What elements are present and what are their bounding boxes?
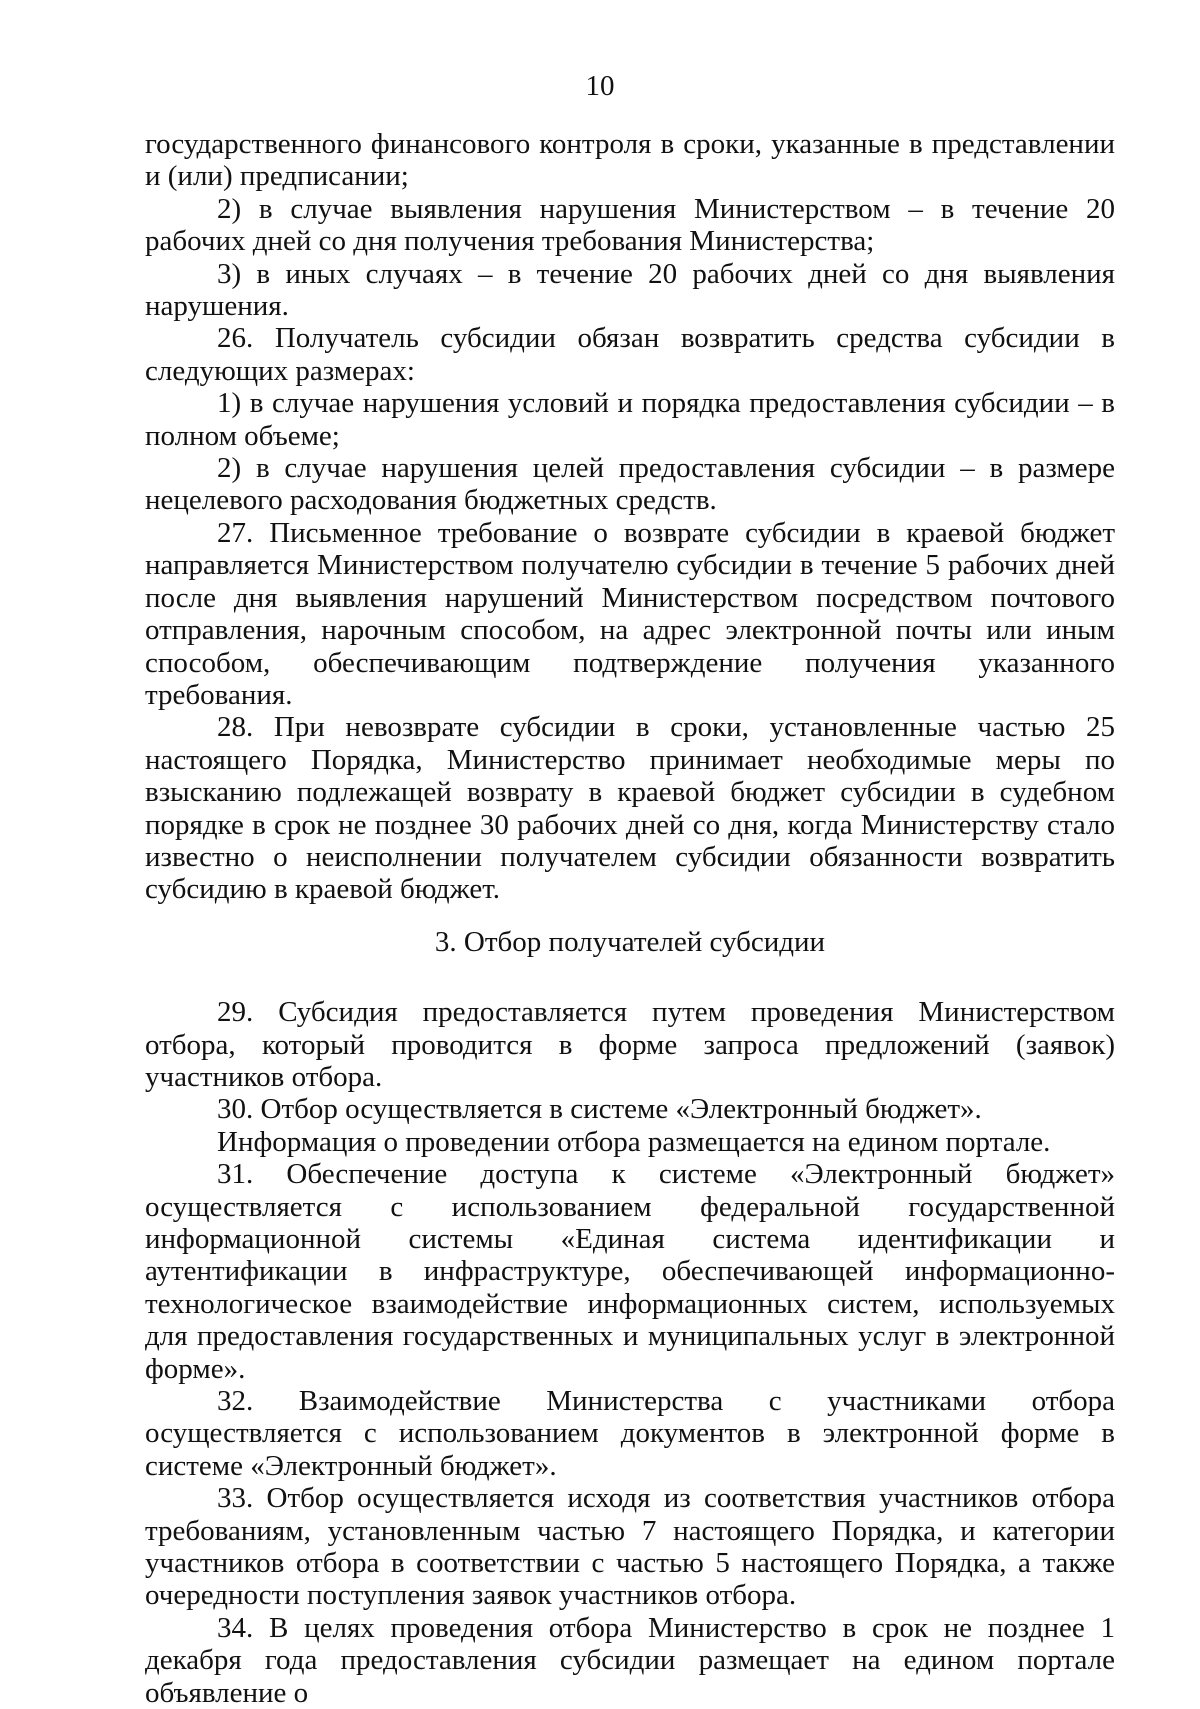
paragraph-28: 28. При невозврате субсидии в сроки, установленные частью 25 настоящего Порядка, Министерство принимает необходимые меры по взысканию подлежащей возврату в краевой бюджет субсидии в судебном порядке в срок не позднее 30 рабочих дней со дня, когда Министерству стало известно о неисполнении получателем субсидии обязанности возвратить субсидию в краевой бюджет. bbox=[145, 711, 1115, 906]
section-heading: 3. Отбор получателей субсидии bbox=[434, 925, 826, 958]
paragraph-34: 34. В целях проведения отбора Министерство в срок не позднее 1 декабря года предоставления субсидии размещает на едином портале объявление о bbox=[145, 1611, 1115, 1709]
paragraph-25-item-3: 3) в иных случаях – в течение 20 рабочих дней со дня выявления нарушения. bbox=[145, 257, 1115, 323]
paragraph-26-item-2: 2) в случае нарушения целей предоставления субсидии – в размере нецелевого расходования бюджетных средств. bbox=[145, 452, 1115, 517]
paragraph-30: 30. Отбор осуществляется в системе «Электронный бюджет». bbox=[217, 1093, 982, 1126]
paragraph-29: 29. Субсидия предоставляется путем проведения Министерством отбора, который проводится в форме запроса предложений (заявок) участников отбора. bbox=[145, 996, 1115, 1093]
page-number: 10 bbox=[585, 70, 615, 102]
paragraph-continuation: государственного финансового контроля в сроки, указанные в представлении и (или) предписании; bbox=[145, 128, 1115, 193]
paragraph-32: 32. Взаимодействие Министерства с участниками отбора осуществляется с использованием документов в электронной форме в системе «Электронный бюджет». bbox=[145, 1385, 1115, 1482]
paragraph-25-item-2: 2) в случае выявления нарушения Министерством – в течение 20 рабочих дней со дня получения требования Министерства; bbox=[145, 192, 1115, 258]
paragraph-33: 33. Отбор осуществляется исходя из соответствия участников отбора требованиям, установленным частью 7 настоящего Порядка, и категории участников отбора в соответствии с частью 5 настоящего Порядка, а также очередности поступления заявок участников отбора. bbox=[145, 1482, 1115, 1612]
paragraph-30-info: Информация о проведении отбора размещается на едином портале. bbox=[217, 1125, 1051, 1158]
paragraph-26: 26. Получатель субсидии обязан возвратить средства субсидии в следующих размерах: bbox=[145, 322, 1115, 387]
paragraph-26-item-1: 1) в случае нарушения условий и порядка предоставления субсидии – в полном объеме; bbox=[145, 387, 1115, 452]
paragraph-27: 27. Письменное требование о возврате субсидии в краевой бюджет направляется Министерством получателю субсидии в течение 5 рабочих дней после дня выявления нарушений Министерством посредством почтового отправления, нарочным способом, на адрес электронной почты или иным способом, обеспечивающим подтверждение получения указанного требования. bbox=[145, 516, 1115, 711]
document-body bbox=[145, 128, 1115, 1709]
paragraph-31: 31. Обеспечение доступа к системе «Электронный бюджет» осуществляется с использованием федеральной государственной информационной системы «Единая система идентификации и аутентификации в инфраструктуре, обеспечивающей информационно-технологическое взаимодействие информационных систем, используемых для предоставления государственных и муниципальных услуг в электронной форме». bbox=[145, 1158, 1115, 1385]
